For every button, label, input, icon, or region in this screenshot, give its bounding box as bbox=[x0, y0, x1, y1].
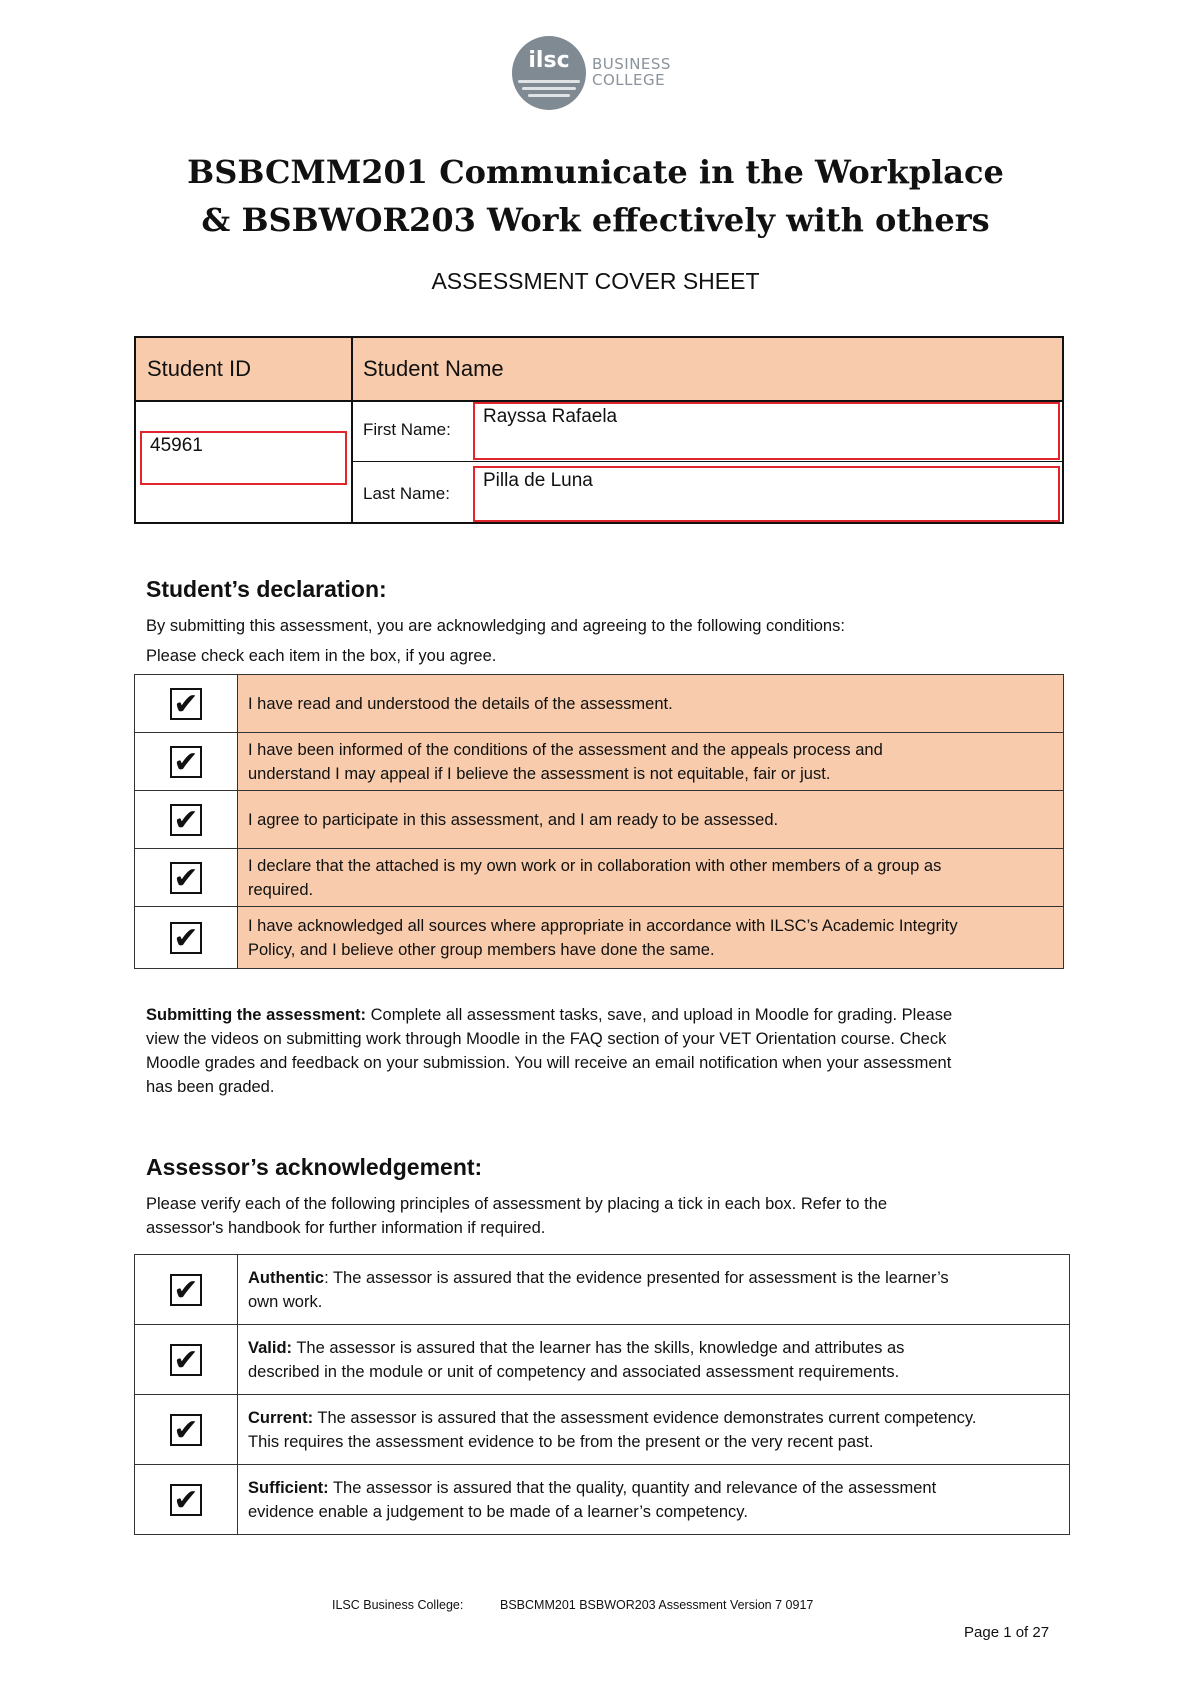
assessor-row bbox=[135, 1325, 1070, 1395]
footer-version: BSBCMM201 BSBWOR203 Assessment Version 7 0917 bbox=[500, 1598, 814, 1612]
footer-college: ILSC Business College: bbox=[332, 1598, 464, 1612]
declaration-checkbox[interactable]: ✔ bbox=[170, 688, 202, 720]
declaration-row bbox=[135, 849, 1064, 907]
declaration-text: I have acknowledged all sources where appropriate in accordance with ILSC’s Academic Integrity Policy, and I believe other group members have done the same. bbox=[238, 907, 1064, 969]
document-title: BSBCMM201 Communicate in the Workplace & BSBWOR203 Work effectively with others bbox=[187, 153, 1004, 239]
declaration-text: I have read and understood the details of the assessment. bbox=[238, 675, 1064, 733]
declaration-row bbox=[135, 907, 1064, 969]
last-name-field[interactable]: Pilla de Luna bbox=[473, 466, 1060, 522]
declaration-heading: Student’s declaration: bbox=[146, 576, 387, 602]
assessor-text: Valid: The assessor is assured that the learner has the skills, knowledge and attributes as described in the module or unit of competency and associated assessment requirements. bbox=[238, 1325, 1070, 1395]
assessor-intro: Please verify each of the following principles of assessment by placing a tick in each box. Refer to the assessor's handbook for further information if required. bbox=[146, 1195, 888, 1237]
declaration-checkbox[interactable]: ✔ bbox=[170, 746, 202, 778]
assessor-row bbox=[135, 1255, 1070, 1325]
assessor-checkbox[interactable]: ✔ bbox=[170, 1274, 202, 1306]
submitting-paragraph: Submitting the assessment: Complete all assessment tasks, save, and upload in Moodle for grading. Please view the videos on submitting work through Moodle in the FAQ section of your VET Orientation course. Check Moodle grades and feedback on your submission. You will receive an email notification when your assessment has been graded. bbox=[146, 1006, 953, 1096]
page-number: Page 1 of 27 bbox=[964, 1624, 1050, 1641]
assessor-text: Authentic: The assessor is assured that the evidence presented for assessment is the learner’s own work. bbox=[238, 1255, 1070, 1325]
declaration-row bbox=[135, 733, 1064, 791]
student-table-header bbox=[136, 338, 1062, 402]
assessor-text: Current: The assessor is assured that the assessment evidence demonstrates current competency. This requires the assessment evidence to be from the present or the very recent past. bbox=[238, 1395, 1070, 1465]
assessor-checkbox[interactable]: ✔ bbox=[170, 1344, 202, 1376]
assessor-heading: Assessor’s acknowledgement: bbox=[146, 1154, 483, 1180]
document-subtitle: ASSESSMENT COVER SHEET bbox=[431, 268, 760, 294]
declaration-checkbox[interactable]: ✔ bbox=[170, 922, 202, 954]
assessor-table bbox=[134, 1254, 1070, 1535]
declaration-text: I agree to participate in this assessment, and I am ready to be assessed. bbox=[238, 791, 1064, 849]
college-logo bbox=[512, 36, 684, 110]
declaration-row bbox=[135, 675, 1064, 733]
last-name-label: Last Name: bbox=[363, 484, 450, 503]
assessor-text: Sufficient: The assessor is assured that the quality, quantity and relevance of the assessment evidence enable a judgement to be made of a learner’s competency. bbox=[238, 1465, 1070, 1535]
student-name-header: Student Name bbox=[363, 356, 504, 381]
declaration-table bbox=[134, 674, 1064, 969]
principle-term: Authentic bbox=[248, 1268, 325, 1287]
declaration-text: I declare that the attached is my own work or in collaboration with other members of a group as required. bbox=[238, 849, 1064, 907]
principle-term: Valid: bbox=[248, 1338, 293, 1357]
first-name-label: First Name: bbox=[363, 420, 451, 439]
student-id-field[interactable]: 45961 bbox=[140, 431, 347, 485]
declaration-checkbox[interactable]: ✔ bbox=[170, 804, 202, 836]
submitting-label: Submitting the assessment: bbox=[146, 1006, 367, 1024]
declaration-text: I have been informed of the conditions of the assessment and the appeals process and understand I may appeal if I believe the assessment is not equitable, fair or just. bbox=[238, 733, 1064, 791]
student-id-header: Student ID bbox=[147, 356, 251, 381]
logo-wordmark: BUSINESS COLLEGE bbox=[592, 55, 671, 89]
student-info-table bbox=[134, 336, 1064, 524]
assessor-checkbox[interactable]: ✔ bbox=[170, 1484, 202, 1516]
logo-emblem bbox=[512, 36, 586, 110]
principle-term: Sufficient: bbox=[248, 1478, 329, 1497]
declaration-intro: By submitting this assessment, you are acknowledging and agreeing to the following conditions: Please check each item in the box, if you agree. bbox=[146, 617, 845, 665]
assessor-row bbox=[135, 1395, 1070, 1465]
declaration-row bbox=[135, 791, 1064, 849]
declaration-checkbox[interactable]: ✔ bbox=[170, 862, 202, 894]
assessor-checkbox[interactable]: ✔ bbox=[170, 1414, 202, 1446]
assessor-row bbox=[135, 1465, 1070, 1535]
logo-mark: ilsc bbox=[528, 48, 570, 73]
first-name-field[interactable]: Rayssa Rafaela bbox=[473, 402, 1060, 460]
principle-term: Current: bbox=[248, 1408, 314, 1427]
